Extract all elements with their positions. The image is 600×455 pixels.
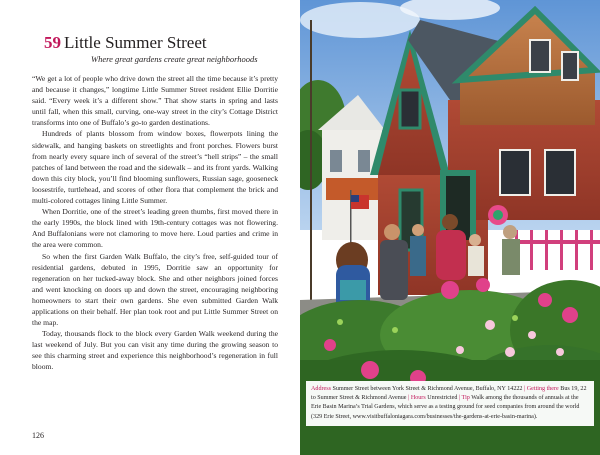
chapter-number: 59 bbox=[44, 33, 61, 52]
separator: | bbox=[408, 395, 410, 402]
hours-label: Hours bbox=[410, 395, 426, 402]
body-text bbox=[32, 73, 278, 373]
info-caption bbox=[306, 381, 594, 426]
chapter-heading bbox=[44, 33, 207, 53]
tip-label: Tip bbox=[461, 395, 470, 402]
hours-value: Unrestricted bbox=[427, 395, 458, 402]
paragraph: So when the first Garden Walk Buffalo, the city’s free, self-guided tour of residential gardens, debuted in 1995, Dorritie saw an opportunity for regeneration on her tucked-away block. She and other neighbors joined forces and went knocking on doors up and down the street, encouraging neighboring homeowners to start their own gardens. She even submitted Garden Walk applications on their behalf. Her plan took root and put Little Summer Street on the map. bbox=[32, 251, 278, 328]
page-number: 126 bbox=[32, 431, 44, 440]
chapter-title: Little Summer Street bbox=[64, 33, 207, 52]
paragraph: When Dorritie, one of the street’s leading green thumbs, first moved there in the early 1990s, the block lined with 19th-century cottages was not flowering. And Buffalonians were not clamoring to move here. Loud parties and crime in the area were common. bbox=[32, 207, 278, 250]
getting-there-label: Getting there bbox=[526, 386, 559, 392]
getting-there-value: Bus 19, 22 to Summer Street & Richmond Avenue bbox=[311, 386, 587, 402]
tip-value: Walk among the thousands of annuals at the Erie Basin Marina’s Trial Gardens, which serve as a testing ground for seed companies from around the world (329 Erie Street, www.visitbuffaloniagara.com/businesses/the-gardens-at-erie-basin-marina). bbox=[311, 395, 580, 420]
address-label: Address bbox=[311, 386, 331, 392]
separator: | bbox=[458, 395, 461, 402]
separator: | bbox=[524, 386, 526, 392]
right-page bbox=[300, 0, 600, 455]
paragraph: Today, thousands flock to the block every Garden Walk weekend during the last weekend of July. But you can visit any time during the growing season to see this charming street and experience this neighborhood’s regeneration in full bloom. bbox=[32, 329, 278, 372]
address-value: Summer Street between York Street & Richmond Avenue, Buffalo, NY 14222 bbox=[332, 386, 523, 392]
chapter-subtitle: Where great gardens create great neighborhoods bbox=[91, 54, 258, 64]
paragraph: “We get a lot of people who drive down the street all the time because it’s pretty and because it changes,” longtime Little Summer Street resident Ellie Dorritie said. “Every week it’s a different show.” That show starts in spring and lasts until fall, when this small, curving, one-way street in the city’s Cottage District transforms into one of Buffalo’s go-to garden destinations. bbox=[32, 74, 278, 128]
paragraph: Hundreds of plants blossom from window boxes, flowerpots lining the sidewalk, and hanging baskets on streetlights and front porches. Flowers burst from nearly every square inch of several of the street’s “hell strips” – the small patches of land between the road and the sidewalk – and its front yards. Walking down this city block, you’ll find blooming sunflowers, Russian sage, gooseneck loosestrife, turtlehead, and scores of other flora that complement the brick and multi-colored cottages lining Little Summer. bbox=[32, 129, 278, 206]
